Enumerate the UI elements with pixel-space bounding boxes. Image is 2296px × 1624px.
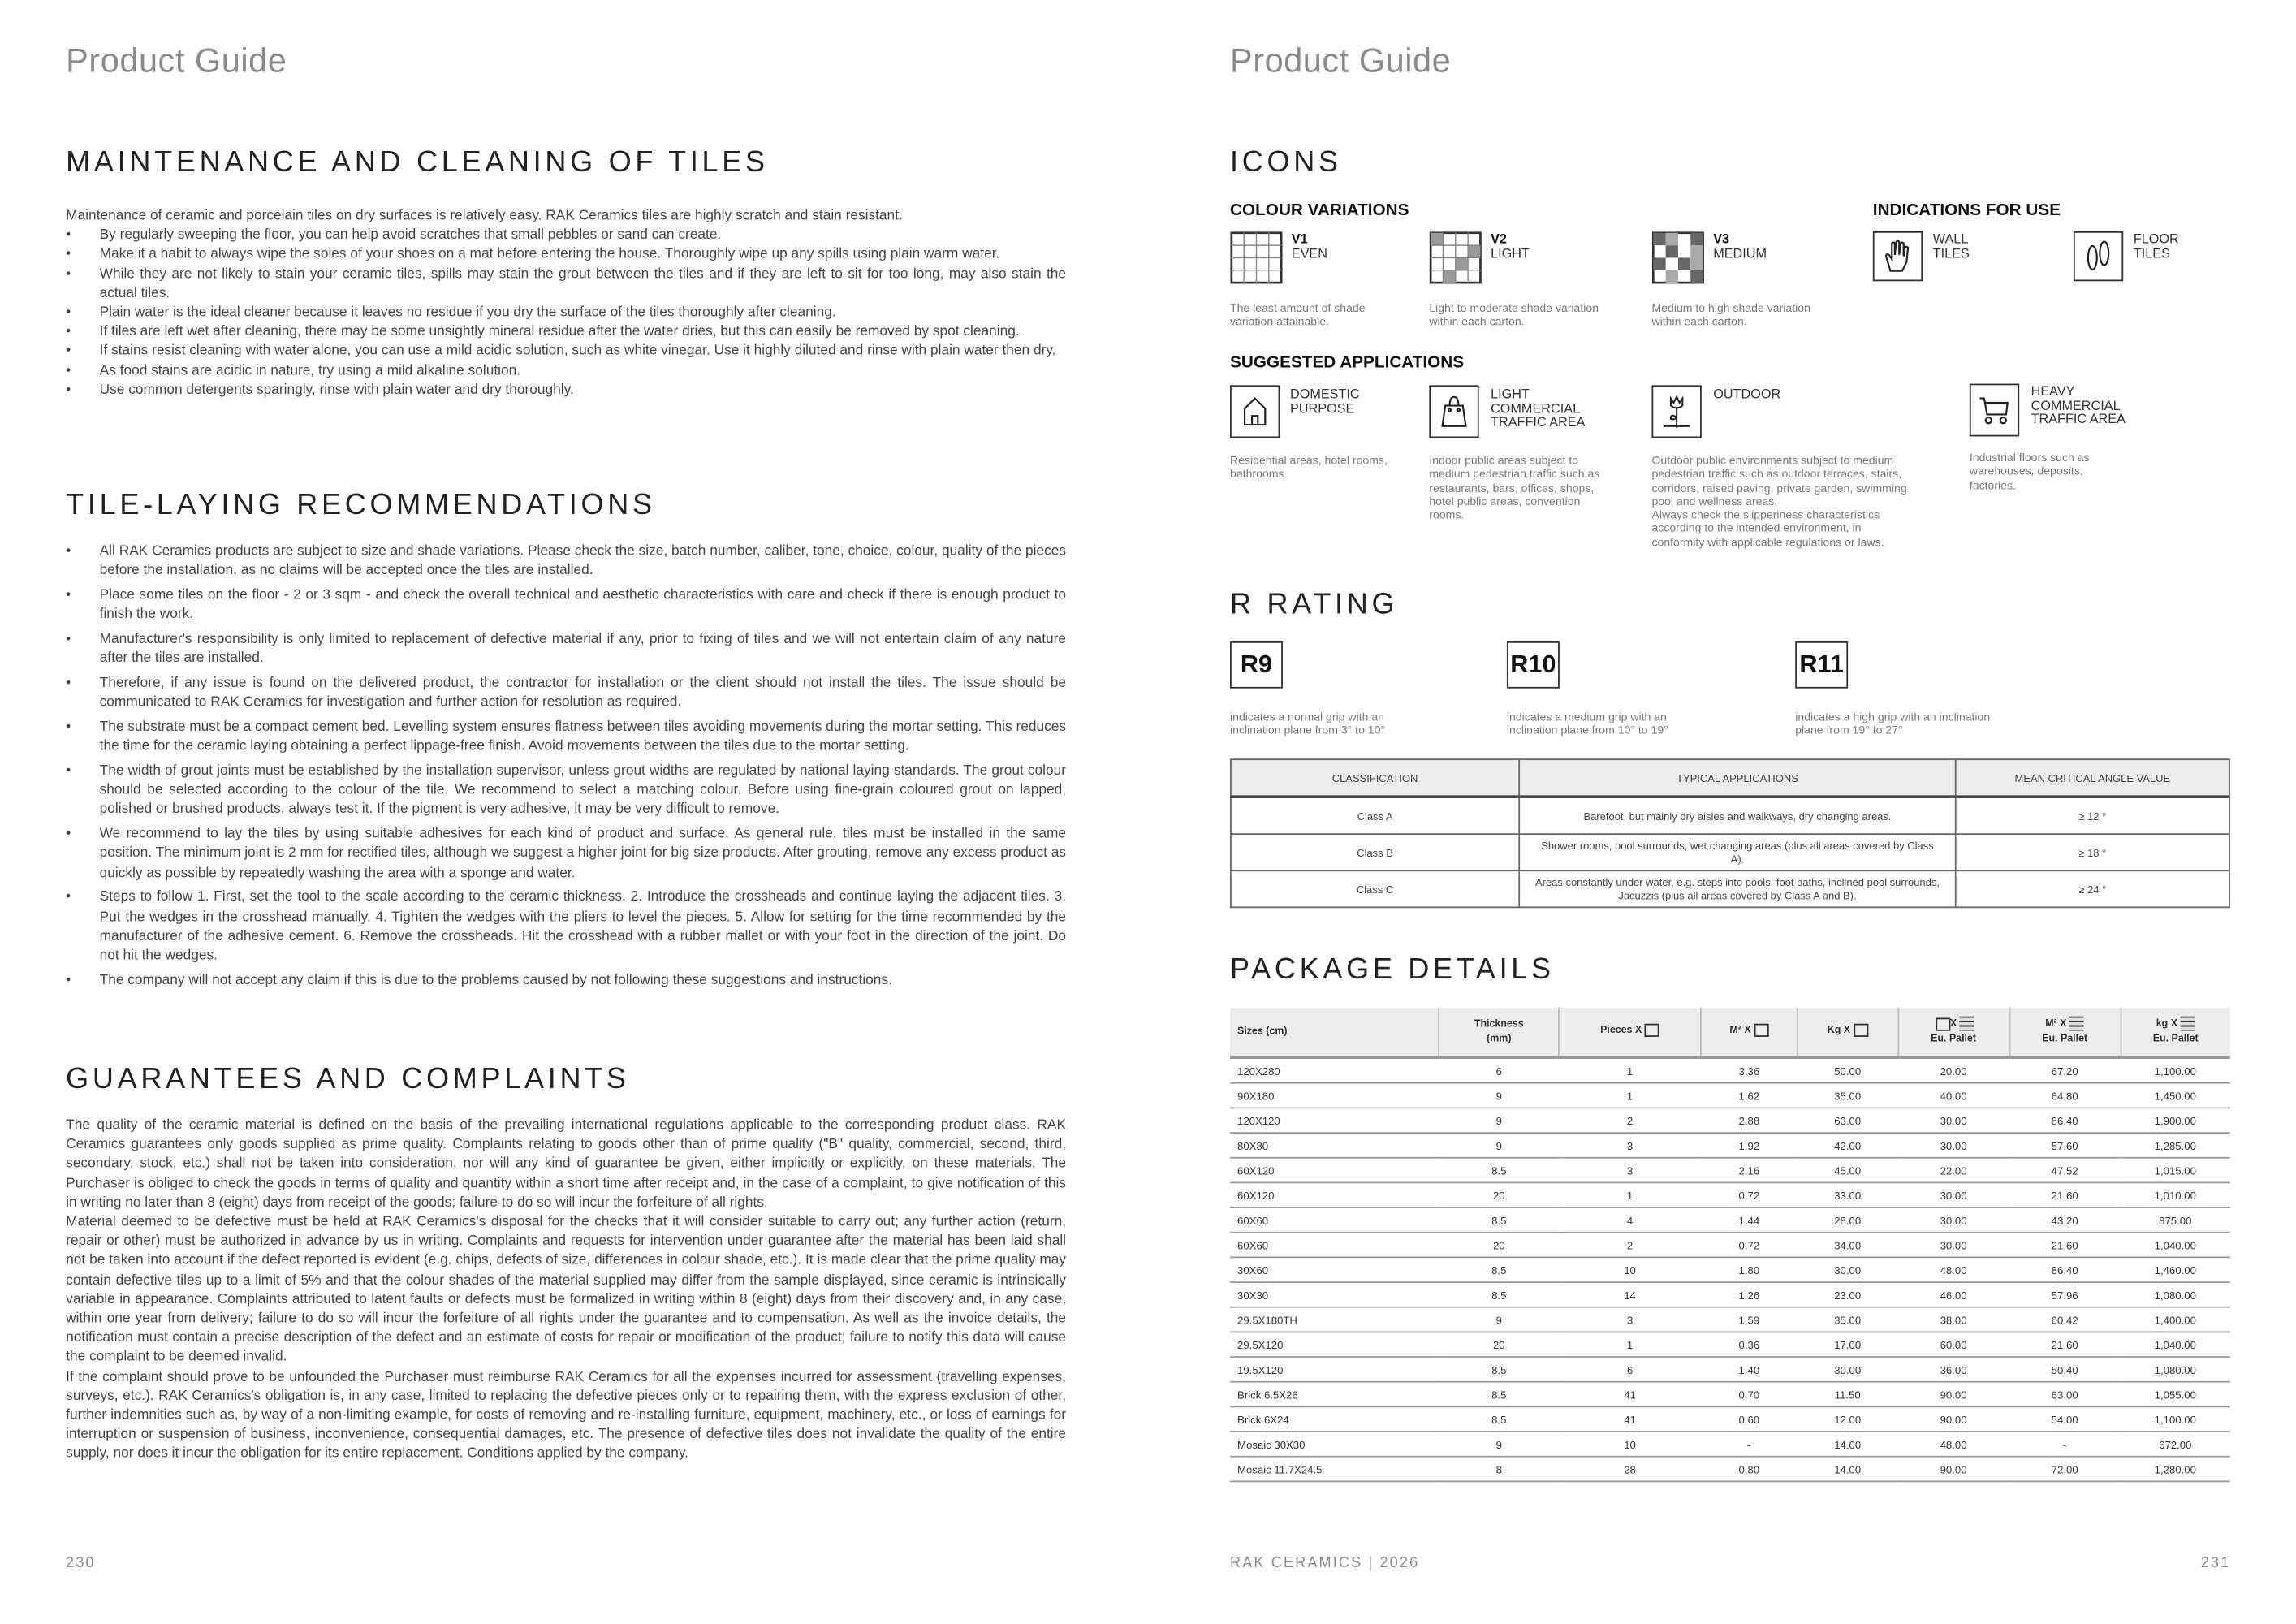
hand-icon xyxy=(1873,231,1923,281)
table-cell: 33.00 xyxy=(1798,1182,1898,1207)
table-cell: 54.00 xyxy=(2009,1406,2121,1432)
table-cell: 21.60 xyxy=(2009,1233,2121,1258)
table-cell: 86.40 xyxy=(2009,1108,2121,1133)
v2-desc: Light to moderate shade variation within each carton. xyxy=(1429,301,1599,329)
table-cell: 48.00 xyxy=(1898,1257,2009,1282)
r-rating-heading: R RATING xyxy=(1230,589,1399,621)
v1-desc: The least amount of shade variation attainable. xyxy=(1230,301,1366,329)
table-cell: 3 xyxy=(1559,1133,1701,1158)
table-cell: 1 xyxy=(1559,1332,1701,1357)
r10-badge: R10 xyxy=(1507,641,1560,689)
table-cell: 23.00 xyxy=(1798,1282,1898,1307)
table-cell: 11.50 xyxy=(1798,1382,1898,1407)
pallet-icon xyxy=(2069,1017,2084,1031)
box-icon xyxy=(1936,1017,1950,1030)
table-cell: 30.00 xyxy=(1898,1133,2009,1158)
header-top: M² X xyxy=(1729,1026,1751,1037)
header-top: Sizes (cm) xyxy=(1237,1026,1288,1037)
column-header xyxy=(2009,1008,2121,1057)
table-cell: 1.59 xyxy=(1701,1307,1798,1332)
floor-tiles-label: FLOOR TILES xyxy=(2133,231,2179,261)
table-cell: 0.70 xyxy=(1701,1382,1798,1407)
table-cell: 1,040.00 xyxy=(2121,1332,2230,1357)
r11-badge: R11 xyxy=(1795,641,1848,689)
v3-medium-icon xyxy=(1651,231,1704,290)
table-cell: 1,280.00 xyxy=(2121,1457,2230,1482)
page-header-left: Product Guide xyxy=(66,41,287,80)
list-item: • Therefore, if any issue is found on the delivered product, the contractor for installation or the client should not install the tiles. The issue should be communicated to RAK Ceramics for investigation and further action for resolution as required. xyxy=(66,674,1066,713)
table-cell: 1,015.00 xyxy=(2121,1158,2230,1183)
pallet-icon xyxy=(2181,1017,2195,1031)
table-cell: 1,900.00 xyxy=(2121,1108,2230,1133)
table-cell: 9 xyxy=(1439,1307,1559,1332)
list-item: • The substrate must be a compact cement bed. Levelling system ensures flatness between tiles avoiding movements during the mortar setting. This reduces the time for the ceramic laying obtaining a perfect lippage-free finish. Avoid movements between the tiles due to the mortar setting. xyxy=(66,718,1066,757)
table-row xyxy=(1230,1406,2230,1432)
list-item: • Manufacturer's responsibility is only limited to replacement of defective material if any, prior to fixing of tiles and we will not entertain claim of any nature after the tiles are installed. xyxy=(66,630,1066,669)
table-cell: 90.00 xyxy=(1898,1457,2009,1482)
guarantees-paragraph: If the complaint should prove to be unfounded the Purchaser must reimburse RAK Ceramics for all the expenses incurred for assessment (travelling expenses, surveys, etc.). RAK Ceramics's obligation is, in any case, limited to replacing the defective pieces only or to repairing them, with the express exclusion of other, further indemnities such as, by way of a non-limiting example, for costs of removing and re-installing furniture, equipment, machinery, etc., or loss of earnings for interruption or suspension of business, inconvenience, consequential damages, etc. The presence of defective tiles does not invalidate the quality of the entire supply, nor does it incur the obligation for its entire replacement. Conditions applied by the company. xyxy=(66,1368,1067,1462)
table-cell: Class A xyxy=(1231,797,1519,834)
table-cell: 60X120 xyxy=(1230,1182,1439,1207)
header-bottom: (mm) xyxy=(1487,1033,1512,1044)
header-bottom: Eu. Pallet xyxy=(2152,1034,2199,1044)
v2-light-icon xyxy=(1429,231,1482,290)
table-cell: 1 xyxy=(1559,1057,1701,1083)
table-cell: 45.00 xyxy=(1798,1158,1898,1183)
table-row xyxy=(1230,1182,2230,1207)
list-item: • If tiles are left wet after cleaning, there may be some unsightly mineral residue after the water dries, but this can easily be removed by spot cleaning. xyxy=(66,322,1066,342)
house-icon xyxy=(1230,385,1280,438)
table-cell: 1.44 xyxy=(1701,1207,1798,1233)
table-cell: 2.16 xyxy=(1701,1158,1798,1183)
table-cell: 1,100.00 xyxy=(2121,1057,2230,1083)
table-cell: 672.00 xyxy=(2121,1432,2230,1457)
list-item: • Plain water is the ideal cleaner because it leaves no residue if you dry the surface of the tiles thoroughly after cleaning. xyxy=(66,303,1066,322)
table-cell: 1.40 xyxy=(1701,1357,1798,1382)
table-cell: 48.00 xyxy=(1898,1432,2009,1457)
table-row xyxy=(1231,834,2229,870)
table-cell: 10 xyxy=(1559,1257,1701,1282)
light-commercial-label: LIGHT COMMERCIAL TRAFFIC AREA xyxy=(1491,387,1586,430)
table-cell: 1.62 xyxy=(1701,1083,1798,1108)
r9-badge: R9 xyxy=(1230,641,1283,689)
table-cell: 14.00 xyxy=(1798,1457,1898,1482)
table-cell: 63.00 xyxy=(2009,1382,2121,1407)
table-cell: 0.72 xyxy=(1701,1233,1798,1258)
table-cell: 17.00 xyxy=(1798,1332,1898,1357)
table-cell: Brick 6.5X26 xyxy=(1230,1382,1439,1407)
table-cell: 9 xyxy=(1439,1083,1559,1108)
table-cell: 36.00 xyxy=(1898,1357,2009,1382)
guarantees-paragraph: Material deemed to be defective must be held at RAK Ceramics's disposal for the checks that it will consider suitable to carry out; any further action (return, repair or other) must be authorized in advance by us in writing. Complaints and requests for intervention under guarantee after the material has been laid shall not be taken into account if the defect reported is evident (e.g. chips, defects of size, differences in colour shade, etc.). It is made clear that the prime quality may contain defective tiles up to a limit of 5% and that the colour shades of the material supplied may differ from the sample displayed, since ceramic is intrinsically variable in appearance. Complaints attributed to latent faults or defects must be formalized in writing within 8 (eight) days from their discovery and, in any case, within one year from delivery; failure to do so will incur the forfeiture of all rights under the guarantee and to compensation. As well as the invoice details, the notification must contain a precise description of the defect and an estimate of costs for repair or modification of the product; failure to notify this data will cause the complaint to be deemed invalid. xyxy=(66,1214,1067,1366)
header-top: Thickness xyxy=(1474,1018,1524,1030)
table-cell: Mosaic 11.7X24.5 xyxy=(1230,1457,1439,1482)
table-cell: 35.00 xyxy=(1798,1307,1898,1332)
table-row xyxy=(1230,1382,2230,1407)
list-item: • The company will not accept any claim if this is due to the problems caused by not following these suggestions and instructions. xyxy=(66,970,1066,990)
suggested-applications-label: SUGGESTED APPLICATIONS xyxy=(1230,354,1465,373)
table-cell: 10 xyxy=(1559,1432,1701,1457)
v2-label: V2 LIGHT xyxy=(1491,231,1530,261)
pallet-icon xyxy=(1960,1017,1974,1031)
r10-desc: indicates a medium grip with an inclination plane from 10° to 19° xyxy=(1506,710,1668,737)
table-cell: 8 xyxy=(1439,1457,1559,1482)
table-row xyxy=(1230,1233,2230,1258)
col-typical-applications: TYPICAL APPLICATIONS xyxy=(1519,759,1955,797)
outdoor-label: OUTDOOR xyxy=(1713,387,1781,402)
table-cell: 30.00 xyxy=(1898,1207,2009,1233)
table-cell: 3 xyxy=(1559,1158,1701,1183)
header-bottom: Eu. Pallet xyxy=(1931,1034,1977,1044)
table-cell: 0.36 xyxy=(1701,1332,1798,1357)
table-cell: 120X120 xyxy=(1230,1108,1439,1133)
table-cell: 12.00 xyxy=(1798,1406,1898,1432)
table-row xyxy=(1230,1432,2230,1457)
tile-laying-heading: TILE-LAYING RECOMMENDATIONS xyxy=(66,489,656,522)
table-cell: 3.36 xyxy=(1701,1057,1798,1083)
table-cell: 60.42 xyxy=(2009,1307,2121,1332)
table-cell: 1 xyxy=(1559,1182,1701,1207)
table-cell: 47.52 xyxy=(2009,1158,2121,1183)
table-cell: 9 xyxy=(1439,1108,1559,1133)
list-item: • All RAK Ceramics products are subject to size and shade variations. Please check the size, batch number, caliber, tone, choice, colour, quality of the pieces before the installation, as no claims will be accepted once the tiles are installed. xyxy=(66,542,1066,581)
colour-variations-label: COLOUR VARIATIONS xyxy=(1230,201,1409,220)
guarantees-paragraph: The quality of the ceramic material is defined on the basis of the prevailing international regulations applicable to the corresponding product class. RAK Ceramics guarantees only goods supplied as prime quality. Complaints relating to goods other than of prime quality ("B" quality, commercial, second, third, secondary, stock, etc.) shall not be taken into consideration, nor will any kind of guarantee be given, either implicitly or explicitly, on these materials. The Purchaser is obliged to check the goods in terms of quality and quantity within a short time after receipt and, in the case of a complaint, to give notification of this in writing no later than 8 (eight) days from receipt of the goods; failure to do so will incur the forfeiture of all rights. xyxy=(66,1117,1067,1212)
table-cell: 57.60 xyxy=(2009,1133,2121,1158)
heavy-commercial-desc: Industrial floors such as warehouses, deposits, factories. xyxy=(1969,451,2090,492)
outdoor-desc: Outdoor public environments subject to medium pedestrian traffic such as outdoor terraces, stairs, corridors, raised paving, private garden, swimming pool and wellness areas. Always check the slipperiness characteristics according to the intended environment, in conformity with applicable regulations or laws. xyxy=(1651,454,1907,549)
table-cell: 120X280 xyxy=(1230,1057,1439,1083)
page-number-right: 231 xyxy=(2200,1555,2231,1572)
table-cell: 20.00 xyxy=(1898,1057,2009,1083)
indications-label: INDICATIONS FOR USE xyxy=(1872,201,2061,220)
table-cell: 1,400.00 xyxy=(2121,1307,2230,1332)
table-cell: 20 xyxy=(1439,1182,1559,1207)
table-row xyxy=(1230,1133,2230,1158)
table-cell: 60.00 xyxy=(1898,1332,2009,1357)
table-cell: 14.00 xyxy=(1798,1432,1898,1457)
table-cell: 28.00 xyxy=(1798,1207,1898,1233)
table-cell: 1,080.00 xyxy=(2121,1357,2230,1382)
table-cell: 1,080.00 xyxy=(2121,1282,2230,1307)
header-bottom: Eu. Pallet xyxy=(2042,1034,2088,1044)
table-cell: 1,040.00 xyxy=(2121,1233,2230,1258)
table-cell: 90.00 xyxy=(1898,1406,2009,1432)
table-cell: 2 xyxy=(1559,1233,1701,1258)
table-cell: 8.5 xyxy=(1439,1207,1559,1233)
table-cell: 86.40 xyxy=(2009,1257,2121,1282)
table-cell: 1,100.00 xyxy=(2121,1406,2230,1432)
table-cell: 30X60 xyxy=(1230,1257,1439,1282)
table-cell: - xyxy=(2009,1432,2121,1457)
heavy-commercial-label: HEAVY COMMERCIAL TRAFFIC AREA xyxy=(2031,383,2126,426)
table-cell: 21.60 xyxy=(2009,1182,2121,1207)
table-cell: 21.60 xyxy=(2009,1332,2121,1357)
table-row xyxy=(1230,1307,2230,1332)
table-cell: 1,450.00 xyxy=(2121,1083,2230,1108)
table-cell: 6 xyxy=(1559,1357,1701,1382)
table-cell: 42.00 xyxy=(1798,1133,1898,1158)
table-cell: 60X60 xyxy=(1230,1207,1439,1233)
table-cell: 1,285.00 xyxy=(2121,1133,2230,1158)
col-mean-critical-angle: MEAN CRITICAL ANGLE VALUE xyxy=(1956,759,2229,797)
shopping-bag-icon xyxy=(1429,385,1478,438)
flower-icon xyxy=(1651,385,1701,438)
table-cell: 2.88 xyxy=(1701,1108,1798,1133)
table-cell: Brick 6X24 xyxy=(1230,1406,1439,1432)
header-top: M² X xyxy=(2045,1019,2067,1030)
guarantees-heading: GUARANTEES AND COMPLAINTS xyxy=(66,1063,630,1096)
table-cell: 20 xyxy=(1439,1233,1559,1258)
table-cell: 72.00 xyxy=(2009,1457,2121,1482)
package-table xyxy=(1230,1008,2230,1482)
table-cell: Barefoot, but mainly dry aisles and walkways, dry changing areas. xyxy=(1519,797,1955,834)
table-cell: 1.26 xyxy=(1701,1282,1798,1307)
table-cell: 46.00 xyxy=(1898,1282,2009,1307)
table-cell: 50.00 xyxy=(1798,1057,1898,1083)
table-cell: Shower rooms, pool surrounds, wet changing areas (plus all areas covered by Class A). xyxy=(1519,834,1955,870)
column-header xyxy=(1230,1008,1439,1057)
list-item: • While they are not likely to stain your ceramic tiles, spills may stain the grout between the tiles and if they are left to sit for too long, may also stain the actual tiles. xyxy=(66,265,1066,304)
header-top: kg X xyxy=(2156,1019,2178,1030)
v1-even-icon xyxy=(1230,231,1283,290)
table-cell: 29.5X120 xyxy=(1230,1332,1439,1357)
table-cell: 30.00 xyxy=(1798,1357,1898,1382)
header-top: X xyxy=(1949,1019,1957,1030)
classification-table xyxy=(1230,758,2230,908)
wall-tiles-label: WALL TILES xyxy=(1932,231,1970,261)
guarantees-section xyxy=(66,1116,1066,1464)
maintenance-list xyxy=(66,226,1066,400)
table-cell: - xyxy=(1701,1432,1798,1457)
table-cell: 8.5 xyxy=(1439,1406,1559,1432)
table-cell: 41 xyxy=(1559,1406,1701,1432)
table-cell: 8.5 xyxy=(1439,1257,1559,1282)
table-cell: 1,010.00 xyxy=(2121,1182,2230,1207)
table-row xyxy=(1230,1207,2230,1233)
column-header xyxy=(1898,1008,2009,1057)
table-cell: 57.96 xyxy=(2009,1282,2121,1307)
table-row xyxy=(1230,1457,2230,1482)
column-header xyxy=(1798,1008,1898,1057)
box-icon xyxy=(1854,1024,1868,1037)
table-cell: 8.5 xyxy=(1439,1382,1559,1407)
light-commercial-desc: Indoor public areas subject to medium pedestrian traffic such as restaurants, bars, offices, shops, hotel public areas, convention rooms. xyxy=(1429,454,1600,522)
table-cell: 90.00 xyxy=(1898,1382,2009,1407)
table-cell: 34.00 xyxy=(1798,1233,1898,1258)
table-cell: 8.5 xyxy=(1439,1158,1559,1183)
table-row xyxy=(1230,1083,2230,1108)
table-cell: 64.80 xyxy=(2009,1083,2121,1108)
table-cell: 1,055.00 xyxy=(2121,1382,2230,1407)
table-row xyxy=(1230,1108,2230,1133)
table-row xyxy=(1230,1332,2230,1357)
table-cell: Areas constantly under water, e.g. steps into pools, foot baths, inclined pool surrounds, Jacuzzis (plus all areas covered by Class A and B). xyxy=(1519,870,1955,907)
column-header xyxy=(1701,1008,1798,1057)
table-cell: 3 xyxy=(1559,1307,1701,1332)
table-cell: 20 xyxy=(1439,1332,1559,1357)
page-number-left: 230 xyxy=(66,1555,96,1572)
table-cell: 875.00 xyxy=(2121,1207,2230,1233)
table-cell: 6 xyxy=(1439,1057,1559,1083)
table-cell: 1 xyxy=(1559,1083,1701,1108)
table-cell: 28 xyxy=(1559,1457,1701,1482)
table-cell: 9 xyxy=(1439,1133,1559,1158)
table-cell: 2 xyxy=(1559,1108,1701,1133)
maintenance-section xyxy=(66,206,1066,400)
column-header xyxy=(1439,1008,1559,1057)
maintenance-heading: MAINTENANCE AND CLEANING OF TILES xyxy=(66,146,769,179)
table-cell: 67.20 xyxy=(2009,1057,2121,1083)
list-item: • Use common detergents sparingly, rinse with plain water and dry thoroughly. xyxy=(66,381,1066,400)
table-cell: 0.72 xyxy=(1701,1182,1798,1207)
v3-label: V3 MEDIUM xyxy=(1713,231,1767,261)
table-cell: ≥ 12 ° xyxy=(1956,797,2229,834)
table-cell: 8.5 xyxy=(1439,1357,1559,1382)
table-cell: 63.00 xyxy=(1798,1108,1898,1133)
table-cell: 29.5X180TH xyxy=(1230,1307,1439,1332)
shopping-cart-icon xyxy=(1970,384,2019,437)
list-item: • If stains resist cleaning with water alone, you can use a mild acidic solution, such as white vinegar. Use it highly diluted and rinse with plain water then dry. xyxy=(66,342,1066,361)
table-row xyxy=(1230,1158,2230,1183)
table-row xyxy=(1231,870,2229,907)
table-cell: 40.00 xyxy=(1898,1083,2009,1108)
column-header xyxy=(1559,1008,1701,1057)
header-top: Kg X xyxy=(1827,1026,1851,1037)
table-cell: 90X180 xyxy=(1230,1083,1439,1108)
tile-laying-section xyxy=(66,542,1066,995)
list-item: • We recommend to lay the tiles by using suitable adhesives for each kind of product and surface. As general rule, tiles must be installed in the same position. The minimum joint is 2 mm for rectified tiles, although we suggest a higher joint for big size products. After grouting, remove any excess product as quickly as possible by repeatedly washing the area with a sponge and water. xyxy=(66,825,1066,883)
table-cell: Class C xyxy=(1231,870,1519,907)
icons-heading: ICONS xyxy=(1230,146,1342,179)
table-row xyxy=(1230,1357,2230,1382)
table-cell: 43.20 xyxy=(2009,1207,2121,1233)
table-cell: 80X80 xyxy=(1230,1133,1439,1158)
domestic-desc: Residential areas, hotel rooms, bathrooms xyxy=(1230,454,1388,482)
table-cell: 14 xyxy=(1559,1282,1701,1307)
table-cell: ≥ 18 ° xyxy=(1956,834,2229,870)
r9-desc: indicates a normal grip with an inclination plane from 3° to 10° xyxy=(1230,710,1386,737)
table-row xyxy=(1230,1257,2230,1282)
table-cell: Class B xyxy=(1231,834,1519,870)
v1-label: V1 EVEN xyxy=(1291,231,1327,261)
table-cell: 30.00 xyxy=(1798,1257,1898,1282)
table-cell: 1.80 xyxy=(1701,1257,1798,1282)
list-item: • Make it a habit to always wipe the soles of your shoes on a mat before entering the house. Thoroughly wipe up any spills using plain warm water. xyxy=(66,245,1066,265)
page-header-right: Product Guide xyxy=(1230,41,1452,80)
table-cell: 60X120 xyxy=(1230,1158,1439,1183)
column-header xyxy=(2121,1008,2230,1057)
v3-desc: Medium to high shade variation within each carton. xyxy=(1651,301,1810,329)
table-cell: 38.00 xyxy=(1898,1307,2009,1332)
table-row xyxy=(1231,797,2229,834)
box-icon xyxy=(1754,1024,1768,1037)
footprints-icon xyxy=(2074,231,2123,281)
table-cell: ≥ 24 ° xyxy=(1956,870,2229,907)
header-top: Pieces X xyxy=(1600,1026,1642,1037)
table-row xyxy=(1230,1282,2230,1307)
domestic-label: DOMESTIC PURPOSE xyxy=(1289,387,1360,416)
table-cell: 30.00 xyxy=(1898,1182,2009,1207)
table-cell: 50.40 xyxy=(2009,1357,2121,1382)
maintenance-intro: Maintenance of ceramic and porcelain tiles on dry surfaces is relatively easy. RAK Ceramics tiles are highly scratch and stain resistant. xyxy=(66,208,903,224)
table-cell: 41 xyxy=(1559,1382,1701,1407)
table-cell: 1.92 xyxy=(1701,1133,1798,1158)
tile-laying-list xyxy=(66,542,1066,990)
table-row xyxy=(1230,1057,2230,1083)
table-cell: 22.00 xyxy=(1898,1158,2009,1183)
list-item: • Steps to follow 1. First, set the tool to the scale according to the ceramic thickness. 2. Introduce the crossheads and continue laying the adjacent tiles. 3. Put the wedges in the crosshead manually. 4. Tighten the wedges with the pliers to level the pieces. 5. Allow for setting for the time recommended by the manufacturer of the adhesive cement. 6. Remove the crossheads. Hit the crosshead with a rubber mallet or with your foot in the direction of the joint. Do not hit the wedges. xyxy=(66,888,1066,965)
r11-desc: indicates a high grip with an inclination plane from 19° to 27° xyxy=(1795,710,1991,737)
list-item: • By regularly sweeping the floor, you can help avoid scratches that small pebbles or sand can create. xyxy=(66,226,1066,245)
table-cell: 0.60 xyxy=(1701,1406,1798,1432)
box-icon xyxy=(1645,1024,1659,1037)
table-cell: 19.5X120 xyxy=(1230,1357,1439,1382)
table-cell: 30.00 xyxy=(1898,1108,2009,1133)
package-heading: PACKAGE DETAILS xyxy=(1230,953,1555,986)
list-item: • The width of grout joints must be established by the installation supervisor, unless grout widths are regulated by national laying standards. The grout colour should be selected according to the colour of the tile. We recommend to select a matching colour. Before using fine-grain coloured grout on lapped, polished or brushed products, always test it. If the pigment is very adhesive, it may be very difficult to remove. xyxy=(66,762,1066,819)
table-cell: 4 xyxy=(1559,1207,1701,1233)
table-cell: 35.00 xyxy=(1798,1083,1898,1108)
col-classification: CLASSIFICATION xyxy=(1231,759,1519,797)
table-cell: 9 xyxy=(1439,1432,1559,1457)
table-cell: 1,460.00 xyxy=(2121,1257,2230,1282)
table-cell: 8.5 xyxy=(1439,1282,1559,1307)
footer-brand: RAK CERAMICS | 2026 xyxy=(1230,1555,1420,1572)
table-cell: 30.00 xyxy=(1898,1233,2009,1258)
list-item: • Place some tiles on the floor - 2 or 3 sqm - and check the overall technical and aesthetic characteristics with care and check if there is enough product to finish the work. xyxy=(66,585,1066,624)
table-cell: 60X60 xyxy=(1230,1233,1439,1258)
list-item: • As food stains are acidic in nature, try using a mild alkaline solution. xyxy=(66,361,1066,381)
table-cell: Mosaic 30X30 xyxy=(1230,1432,1439,1457)
table-cell: 30X30 xyxy=(1230,1282,1439,1307)
table-cell: 0.80 xyxy=(1701,1457,1798,1482)
